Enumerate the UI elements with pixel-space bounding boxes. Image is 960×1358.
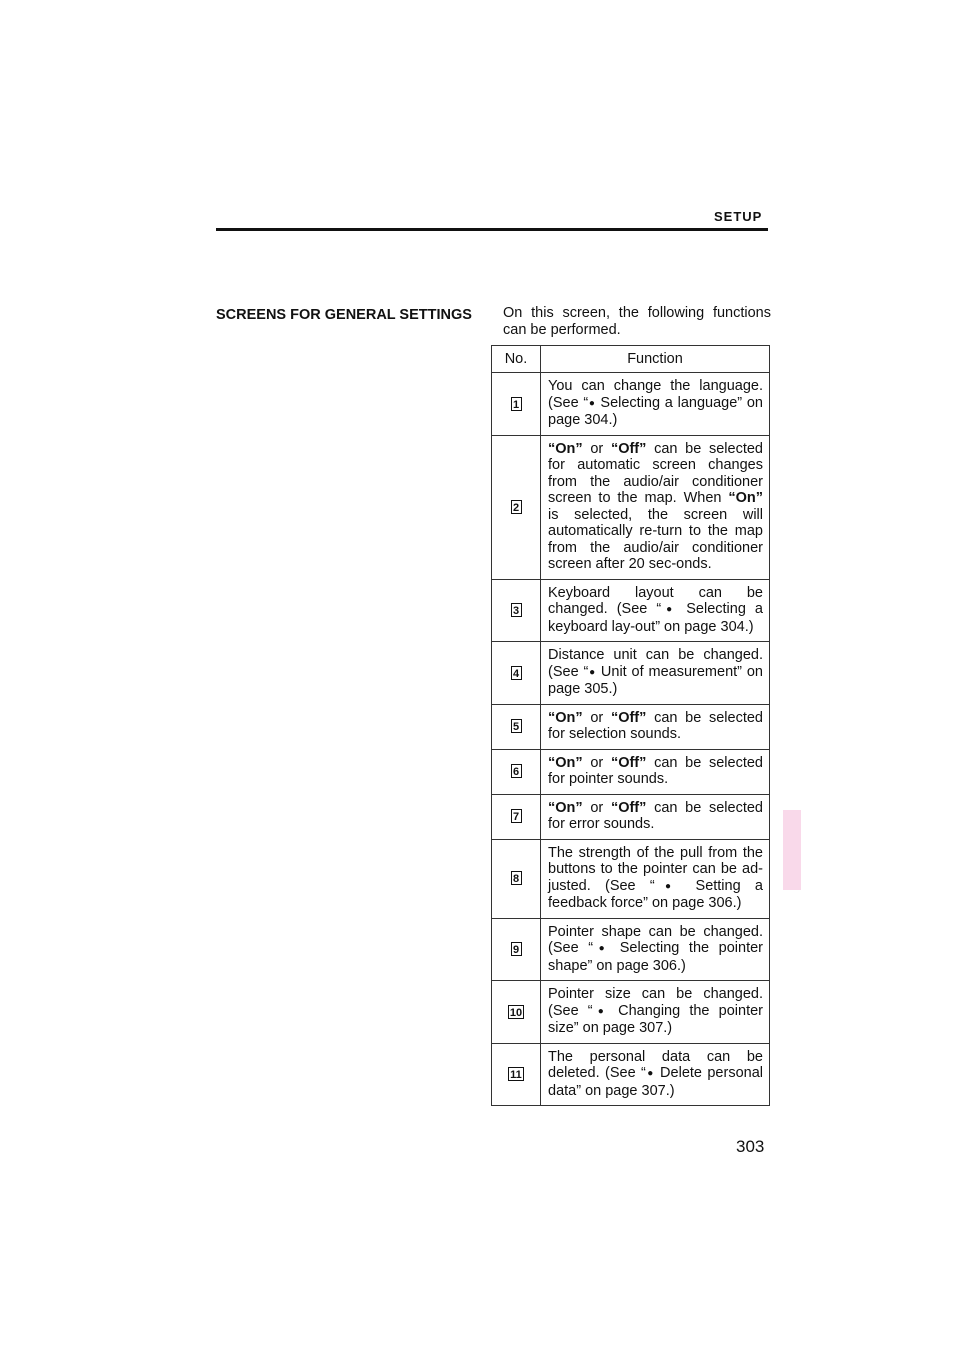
row-number-badge: 10 <box>509 1006 523 1019</box>
description-text: Setting a feedback force” on page 306.) <box>548 877 763 911</box>
option-value-text: “Off” <box>610 440 647 457</box>
row-number-cell <box>492 918 541 981</box>
description-text: or <box>582 799 611 816</box>
option-value-text: “On” <box>548 440 583 457</box>
option-value-text: “On” <box>548 754 583 771</box>
description-text: or <box>582 754 611 771</box>
table-row <box>492 749 770 794</box>
option-value-text: “On” <box>728 490 763 506</box>
table-row <box>492 839 770 918</box>
bullet-icon: ● <box>661 604 678 615</box>
function-description-cell <box>541 579 770 642</box>
description-text: is selected, the screen will automatically re-turn to the map from the audio/air conditioner screen after 20 sec-onds. <box>548 506 763 572</box>
function-description-cell <box>541 373 770 436</box>
description-text: Selecting a keyboard lay-out” on page 304.) <box>548 601 764 635</box>
header-title: SETUP <box>714 209 763 224</box>
function-description-cell <box>541 918 770 981</box>
table-row <box>492 579 770 642</box>
description-text: The strength of the pull from the buttons to the pointer can be ad-justed. (See “ <box>548 844 763 894</box>
row-number-cell <box>492 1043 541 1106</box>
function-description-cell <box>541 981 770 1044</box>
row-number-cell <box>492 373 541 436</box>
row-number-badge: 8 <box>511 871 522 885</box>
page-number: 303 <box>736 1137 765 1156</box>
table-row <box>492 918 770 981</box>
section-side-tab <box>783 810 801 890</box>
row-number-cell <box>492 839 541 918</box>
row-number-badge: 7 <box>511 809 522 823</box>
row-number-cell <box>492 579 541 642</box>
bullet-icon: ● <box>654 880 682 892</box>
row-number-cell <box>492 435 541 579</box>
description-text: You can change the language. (See “ <box>548 378 763 411</box>
function-description-cell <box>541 1043 770 1106</box>
description-text: Keyboard layout can be changed. (See “ <box>548 584 763 617</box>
intro-paragraph: On this screen, the following functions can be performed. <box>503 305 771 338</box>
row-number-badge: 3 <box>511 603 522 617</box>
description-text: can be selected for selection sounds. <box>548 709 763 742</box>
function-description-cell <box>541 839 770 918</box>
row-number-badge: 6 <box>511 764 522 778</box>
option-value-text: “Off” <box>610 709 647 726</box>
description-text: The personal data can be deleted. (See “ <box>548 1048 763 1081</box>
description-text: Unit of measurement” on page 305.) <box>548 663 763 697</box>
bullet-icon: ● <box>593 943 611 954</box>
row-number-cell <box>492 794 541 839</box>
option-value-text: “Off” <box>610 799 647 816</box>
row-number-cell <box>492 749 541 794</box>
bullet-icon: ● <box>645 1068 655 1079</box>
description-text: Pointer size can be changed. (See “ <box>548 986 763 1019</box>
option-value-text: “On” <box>548 799 583 816</box>
function-description-cell <box>541 642 770 705</box>
description-text: Delete personal data” on page 307.) <box>548 1065 763 1099</box>
option-value-text: “On” <box>548 709 583 726</box>
function-description-cell <box>541 704 770 749</box>
table-row <box>492 373 770 436</box>
table-header-row <box>492 346 770 373</box>
table-body <box>492 373 770 1106</box>
column-header-function: Function <box>541 346 770 373</box>
row-number-badge: 2 <box>511 500 522 514</box>
row-number-badge: 5 <box>511 719 522 733</box>
description-text: can be selected for error sounds. <box>548 799 763 832</box>
row-number-cell <box>492 642 541 705</box>
row-number-badge: 1 <box>511 397 522 411</box>
bullet-icon: ● <box>588 666 597 678</box>
option-value-text: “Off” <box>610 754 647 771</box>
header-rule <box>216 228 768 231</box>
column-header-no: No. <box>492 346 541 373</box>
functions-table <box>491 345 770 1106</box>
row-number-badge: 4 <box>511 666 522 680</box>
description-text: Selecting a language” on page 304.) <box>548 394 763 428</box>
description-text: Changing the pointer size” on page 307.) <box>548 1002 763 1036</box>
function-description-cell <box>541 749 770 794</box>
function-description-cell <box>541 435 770 579</box>
description-text: Distance unit can be changed. (See “ <box>548 647 763 680</box>
section-heading: SCREENS FOR GENERAL SETTINGS <box>216 307 472 323</box>
row-number-badge: 9 <box>511 942 522 956</box>
bullet-icon: ● <box>588 397 596 409</box>
description-text: Pointer shape can be changed. (See “ <box>548 923 763 956</box>
row-number-cell <box>492 981 541 1044</box>
description-text: or <box>582 709 611 726</box>
description-text: can be selected for automatic screen changes from the audio/air conditioner screen to the map. When <box>548 440 763 506</box>
row-number-badge: 11 <box>510 1069 522 1081</box>
table-row <box>492 1043 770 1106</box>
table-row <box>492 435 770 579</box>
table-row <box>492 642 770 705</box>
row-number-cell <box>492 704 541 749</box>
table-row <box>492 981 770 1044</box>
description-text: can be selected for pointer sounds. <box>548 754 763 787</box>
description-text: Selecting the pointer shape” on page 306.) <box>548 940 763 974</box>
function-description-cell <box>541 794 770 839</box>
table-row <box>492 794 770 839</box>
table-row <box>492 704 770 749</box>
bullet-icon: ● <box>592 1005 609 1017</box>
description-text: or <box>582 440 611 457</box>
